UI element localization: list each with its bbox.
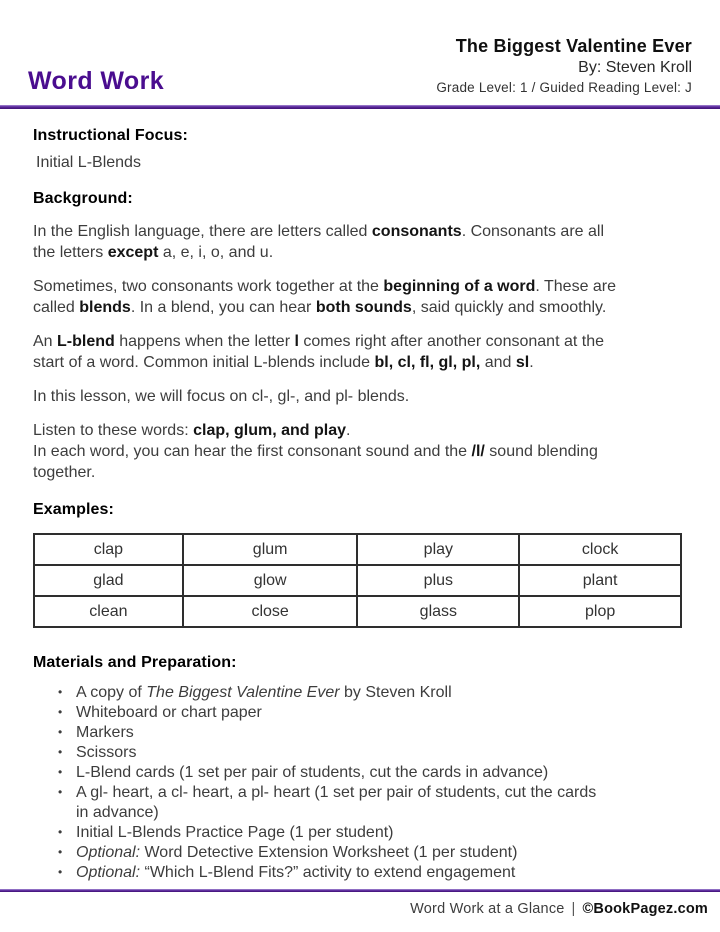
text-run: A copy of bbox=[76, 684, 147, 701]
list-item bbox=[57, 723, 690, 743]
list-item-text bbox=[76, 784, 596, 821]
list-item-text bbox=[76, 744, 136, 761]
bullet-icon: • bbox=[58, 745, 63, 759]
text-run: both sounds bbox=[315, 299, 412, 316]
text-run: a, e, i, o, and u. bbox=[158, 244, 274, 261]
list-item bbox=[57, 743, 690, 763]
bullet-icon: • bbox=[58, 865, 63, 879]
text-run: In this lesson, we will focus on cl-, gl-, and pl- blends. bbox=[33, 388, 410, 405]
footer-brand: ©BookPagez.com bbox=[582, 901, 708, 917]
examples-table-body bbox=[34, 534, 681, 627]
background-paragraph-3 bbox=[33, 331, 690, 373]
examples-table bbox=[33, 533, 682, 628]
page-title: Word Work bbox=[28, 67, 165, 95]
text-run: sl bbox=[515, 354, 530, 371]
materials-heading: Materials and Preparation: bbox=[33, 654, 237, 671]
instructional-focus-value: Initial L-Blends bbox=[36, 154, 141, 171]
text-run: happens when the letter bbox=[114, 333, 295, 350]
table-cell: plus bbox=[357, 565, 519, 596]
text-run: clap, glum, and play bbox=[193, 422, 347, 439]
text-run: L-Blend cards (1 set per pair of students, cut the cards in advance) bbox=[76, 764, 549, 781]
text-run: Sometimes, two consonants work together at the bbox=[33, 278, 384, 295]
text-run: . bbox=[346, 422, 351, 439]
table-cell: glad bbox=[34, 565, 183, 596]
text-run: Markers bbox=[76, 724, 134, 741]
table-cell: clean bbox=[34, 596, 183, 627]
materials-list bbox=[33, 683, 690, 883]
list-item-text bbox=[76, 704, 262, 721]
list-item-text bbox=[76, 764, 548, 781]
list-item bbox=[57, 843, 690, 863]
list-item-text bbox=[76, 724, 134, 741]
text-run: and bbox=[480, 354, 516, 371]
text-run: Optional: bbox=[76, 864, 141, 881]
background-paragraph-2 bbox=[33, 276, 690, 318]
background-paragraph-1 bbox=[33, 221, 690, 263]
text-run: except bbox=[107, 244, 159, 261]
book-title: The Biggest Valentine Ever bbox=[455, 36, 692, 56]
list-item bbox=[57, 763, 690, 783]
book-author: By: Steven Kroll bbox=[578, 59, 692, 76]
text-run: . Consonants are all bbox=[461, 223, 604, 240]
text-run: An bbox=[33, 333, 58, 350]
table-cell: play bbox=[357, 534, 519, 565]
table-cell: plant bbox=[519, 565, 681, 596]
text-run: Scissors bbox=[76, 744, 137, 761]
text-run: consonants bbox=[371, 223, 462, 240]
list-item-text bbox=[76, 864, 515, 881]
bullet-icon: • bbox=[58, 825, 63, 839]
table-row bbox=[34, 565, 681, 596]
list-item-text bbox=[76, 684, 452, 701]
instructional-focus-heading: Instructional Focus: bbox=[33, 127, 188, 144]
bullet-icon: • bbox=[58, 845, 63, 859]
bullet-icon: • bbox=[58, 725, 63, 739]
text-run: called bbox=[33, 299, 80, 316]
bullet-icon: • bbox=[58, 705, 63, 719]
text-run: , said quickly and smoothly. bbox=[411, 299, 607, 316]
text-run: “Which L-Blend Fits?” activity to extend engagement bbox=[140, 864, 516, 881]
table-row bbox=[34, 596, 681, 627]
background-heading: Background: bbox=[33, 190, 133, 207]
header-divider bbox=[0, 105, 720, 109]
table-cell: glow bbox=[183, 565, 358, 596]
text-run: comes right after another consonant at the bbox=[298, 333, 604, 350]
footer-separator: | bbox=[571, 901, 576, 917]
footer-label: Word Work at a Glance bbox=[410, 901, 565, 917]
text-run: in advance) bbox=[76, 804, 159, 821]
text-run: . In a blend, you can hear bbox=[130, 299, 316, 316]
text-run: In the English language, there are letters called bbox=[33, 223, 372, 240]
background-paragraph-5 bbox=[33, 420, 690, 483]
table-cell: clap bbox=[34, 534, 183, 565]
table-cell: glass bbox=[357, 596, 519, 627]
text-run: sound blending bbox=[484, 443, 598, 460]
text-run: together. bbox=[33, 464, 96, 481]
text-run: A gl- heart, a cl- heart, a pl- heart (1 set per pair of students, cut the cards bbox=[76, 784, 597, 801]
text-run: Listen to these words: bbox=[33, 422, 194, 439]
footer bbox=[410, 901, 708, 917]
list-item bbox=[57, 783, 690, 823]
footer-divider bbox=[0, 889, 720, 892]
list-item-text bbox=[76, 824, 394, 841]
background-paragraph-4 bbox=[33, 386, 690, 407]
list-item bbox=[57, 683, 690, 703]
table-cell: glum bbox=[183, 534, 358, 565]
text-run: /l/ bbox=[471, 443, 485, 460]
grade-level: Grade Level: 1 / Guided Reading Level: J bbox=[436, 80, 692, 95]
content bbox=[0, 127, 720, 883]
book-meta bbox=[436, 36, 692, 95]
text-run: Initial L-Blends Practice Page (1 per student) bbox=[76, 824, 394, 841]
text-run: bl, cl, fl, gl, pl, bbox=[374, 354, 481, 371]
text-run: blends bbox=[79, 299, 131, 316]
text-run: start of a word. Common initial L-blends include bbox=[33, 354, 375, 371]
text-run: by Steven Kroll bbox=[339, 684, 452, 701]
bullet-icon: • bbox=[58, 685, 63, 699]
text-run: Word Detective Extension Worksheet (1 per student) bbox=[140, 844, 518, 861]
text-run: Optional: bbox=[76, 844, 141, 861]
list-item-text bbox=[76, 844, 517, 861]
table-cell: plop bbox=[519, 596, 681, 627]
text-run: In each word, you can hear the first consonant sound and the bbox=[33, 443, 472, 460]
bullet-icon: • bbox=[58, 765, 63, 779]
list-item bbox=[57, 863, 690, 883]
page-header bbox=[0, 0, 720, 105]
table-row bbox=[34, 534, 681, 565]
text-run: beginning of a word bbox=[383, 278, 536, 295]
list-item bbox=[57, 823, 690, 843]
text-run: the letters bbox=[33, 244, 108, 261]
examples-heading: Examples: bbox=[33, 501, 114, 518]
table-cell: close bbox=[183, 596, 358, 627]
text-run: . These are bbox=[535, 278, 617, 295]
list-item bbox=[57, 703, 690, 723]
bullet-icon: • bbox=[58, 785, 63, 799]
table-cell: clock bbox=[519, 534, 681, 565]
text-run: L-blend bbox=[57, 333, 115, 350]
text-run: l bbox=[294, 333, 299, 350]
text-run: The Biggest Valentine Ever bbox=[146, 684, 340, 701]
text-run: . bbox=[529, 354, 534, 371]
text-run: Whiteboard or chart paper bbox=[76, 704, 262, 721]
